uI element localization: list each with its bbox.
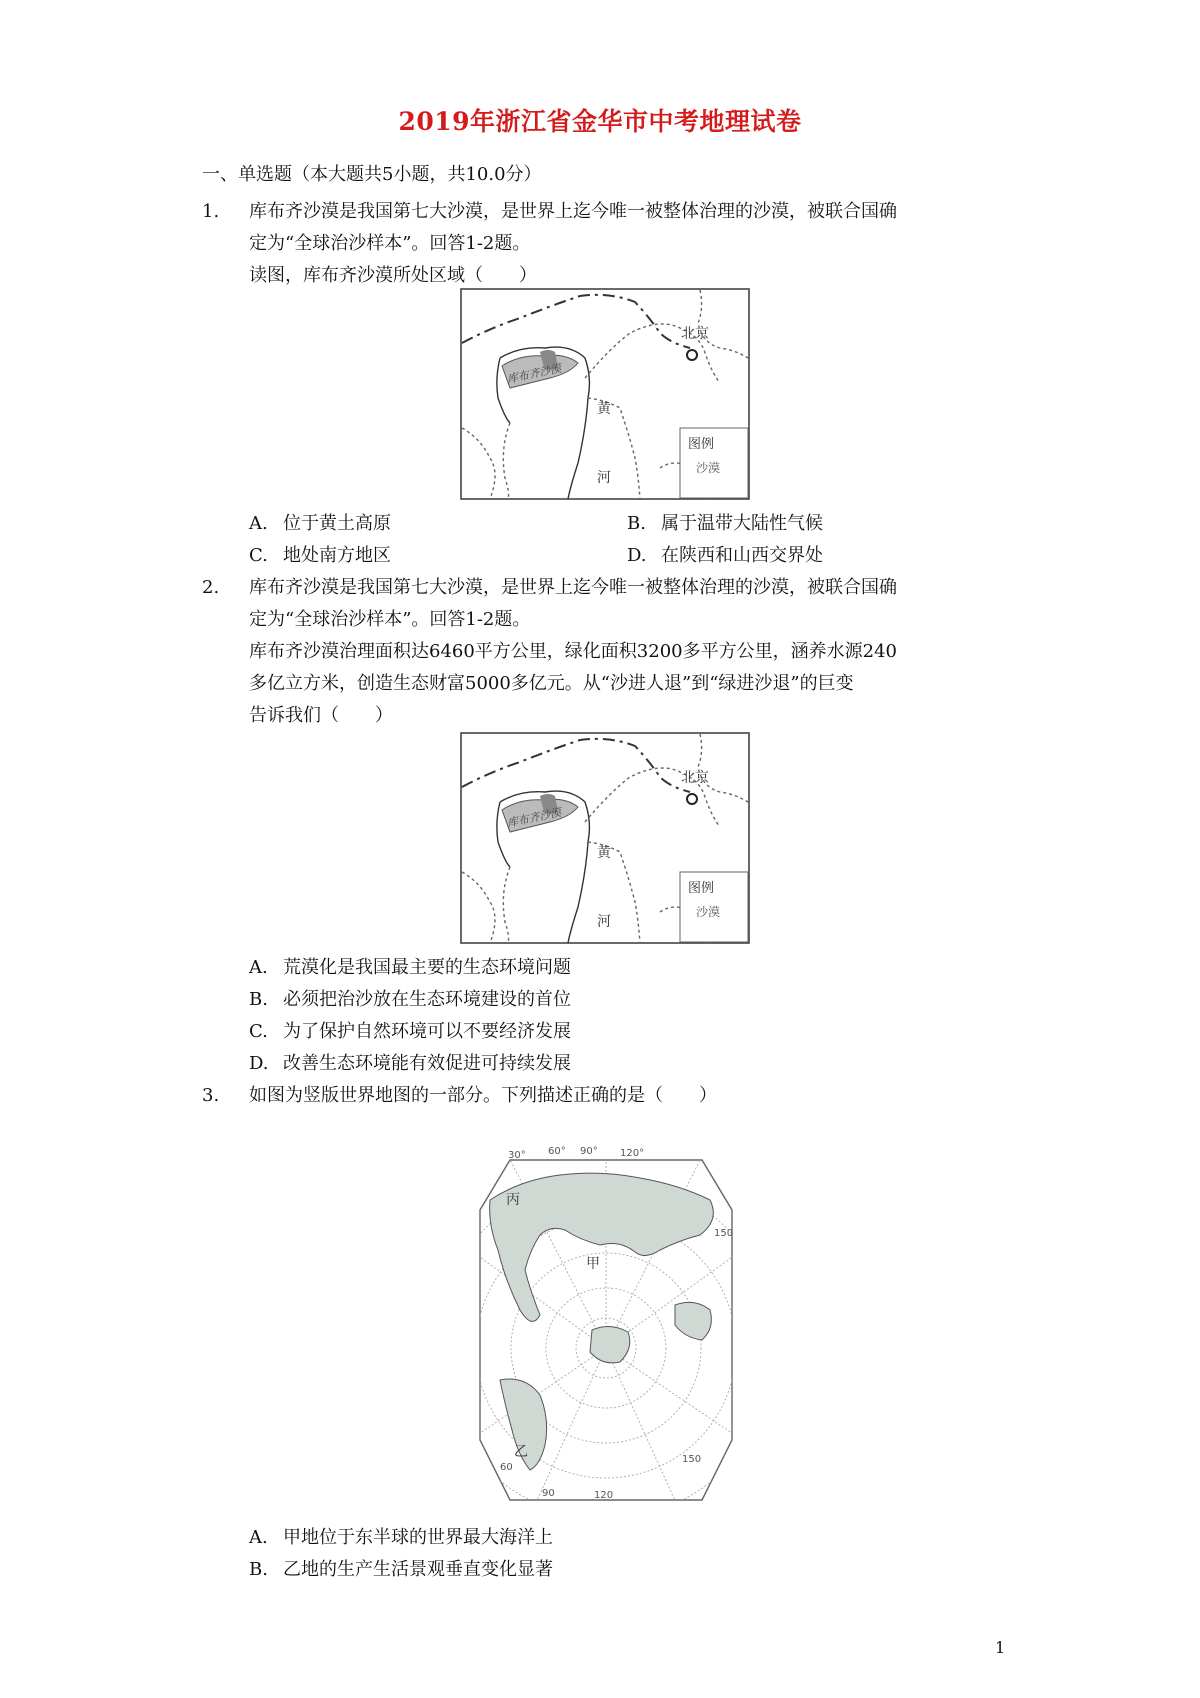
river-label-huang: 黄	[597, 845, 611, 861]
exam-title: 2019年浙江省金华市中考地理试卷	[398, 107, 802, 136]
option-a: A. 位于黄土高原	[249, 513, 391, 534]
question-prompt: 告诉我们（ ）	[249, 705, 393, 726]
question-2	[202, 572, 1002, 732]
option-b: B. 必须把治沙放在生态环境建设的首位	[249, 989, 571, 1010]
question-prompt: 读图，库布齐沙漠所处区域（ ）	[249, 265, 537, 286]
question-prompt: 如图为竖版世界地图的一部分。下列描述正确的是（ ）	[249, 1085, 717, 1106]
legend-title: 图例	[688, 881, 715, 896]
option-d: D. 改善生态环境能有效促进可持续发展	[249, 1053, 571, 1074]
label-bing: 丙	[506, 1192, 520, 1208]
option-b: B. 属于温带大陆性气候	[627, 513, 823, 534]
lon-label-60: 60°	[548, 1146, 566, 1157]
river-label-he: 河	[597, 914, 611, 930]
beijing-label: 北京	[681, 326, 709, 342]
legend-item: 沙漠	[696, 905, 721, 919]
question-text: 定为“全球治沙样本”。回答1-2题。	[249, 233, 531, 254]
vertical-world-map	[470, 1140, 742, 1516]
desert-label: 库布齐沙漠	[505, 361, 563, 386]
river-label-he: 河	[597, 470, 611, 486]
question-text: 库布齐沙漠是我国第七大沙漠，是世界上迄今唯一被整体治理的沙漠，被联合国确	[249, 201, 897, 222]
lon-label-150: 150	[714, 1228, 734, 1239]
question-text: 定为“全球治沙样本”。回答1-2题。	[249, 609, 531, 630]
option-a: A. 荒漠化是我国最主要的生态环境问题	[249, 957, 571, 978]
page-number: 1	[995, 1638, 1006, 1657]
option-b: B. 乙地的生产生活景观垂直变化显著	[249, 1559, 553, 1580]
legend-item: 沙漠	[696, 461, 721, 475]
river-label-huang: 黄	[597, 401, 611, 417]
option-d: D. 在陕西和山西交界处	[627, 545, 823, 566]
question-1	[202, 196, 1002, 292]
lon-label-120: 120°	[620, 1148, 645, 1159]
question-text: 库布齐沙漠是我国第七大沙漠，是世界上迄今唯一被整体治理的沙漠，被联合国确	[249, 577, 897, 598]
lon-label-bottom-150: 150	[682, 1454, 702, 1465]
question-number: 2.	[202, 577, 220, 598]
lon-label-30: 30°	[508, 1150, 526, 1161]
section-heading: 一、单选题（本大题共5小题，共10.0分）	[202, 164, 542, 185]
option-a: A. 甲地位于东半球的世界最大海洋上	[249, 1527, 553, 1548]
label-jia: 甲	[586, 1256, 600, 1272]
option-c: C. 地处南方地区	[249, 545, 391, 566]
kubuqi-desert-map	[460, 288, 750, 500]
desert-label: 库布齐沙漠	[505, 805, 563, 830]
question-text: 多亿立方米，创造生态财富5000多亿元。从“沙进人退”到“绿进沙退”的巨变	[249, 673, 854, 694]
beijing-label: 北京	[681, 770, 709, 786]
lon-label-bottom-90: 90	[542, 1488, 555, 1499]
option-c: C. 为了保护自然环境可以不要经济发展	[249, 1021, 571, 1042]
legend-title: 图例	[688, 437, 715, 452]
lon-label-bottom-60: 60	[500, 1462, 513, 1473]
question-text: 库布齐沙漠治理面积达6460平方公里，绿化面积3200多平方公里，涵养水源240	[249, 641, 897, 662]
lon-label-bottom-120: 120	[594, 1490, 614, 1501]
kubuqi-desert-map-2	[460, 732, 750, 944]
lon-label-90: 90°	[580, 1146, 598, 1157]
question-number: 3.	[202, 1085, 220, 1106]
question-number: 1.	[202, 201, 220, 222]
label-yi: 乙	[514, 1444, 528, 1460]
question-3	[202, 1080, 1002, 1112]
